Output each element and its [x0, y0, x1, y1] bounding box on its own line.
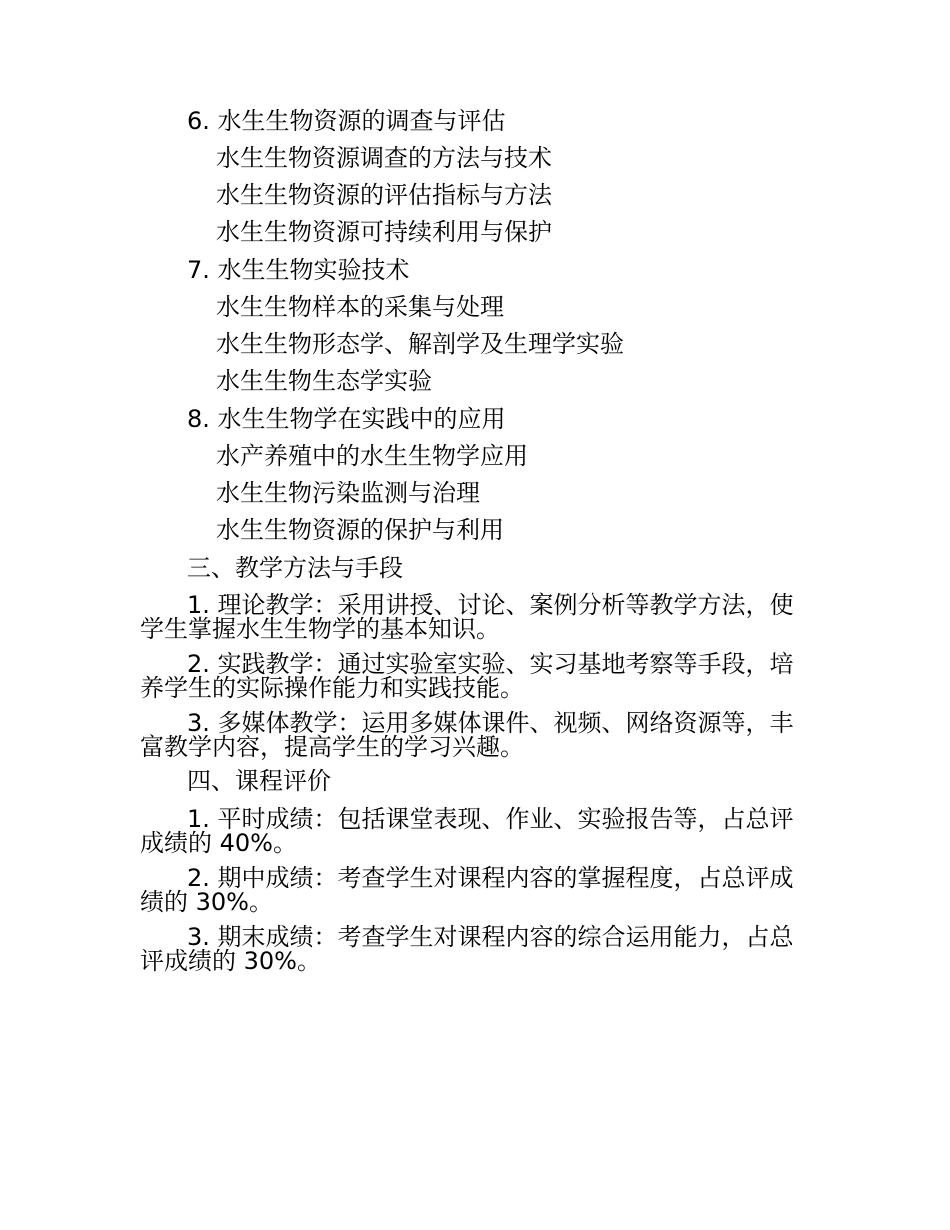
subitem-line: 水生生物资源可持续利用与保护	[216, 218, 552, 246]
paragraph-line: 3. 多媒体教学：运用多媒体课件、视频、网络资源等，丰	[187, 709, 794, 737]
section-heading-7: 7. 水生生物实验技术	[187, 256, 410, 284]
paragraph-line: 2. 期中成绩：考查学生对课程内容的掌握程度，占总评成	[187, 864, 794, 892]
subitem-line: 水生生物污染监测与治理	[216, 479, 480, 507]
paragraph-line: 成绩的 40%。	[140, 829, 297, 857]
paragraph-line: 3. 期末成绩：考查学生对课程内容的综合运用能力，占总	[187, 923, 794, 951]
paragraph-line: 学生掌握水生生物学的基本知识。	[140, 615, 500, 643]
paragraph-line: 1. 平时成绩：包括课堂表现、作业、实验报告等，占总评	[187, 805, 794, 833]
section-heading-6: 6. 水生生物资源的调查与评估	[187, 107, 506, 135]
paragraph-line: 1. 理论教学：采用讲授、讨论、案例分析等教学方法，使	[187, 591, 794, 619]
subitem-line: 水生生物资源的保护与利用	[216, 516, 504, 544]
chapter-heading-course-evaluation: 四、课程评价	[187, 767, 331, 795]
subitem-line: 水生生物形态学、解剖学及生理学实验	[216, 330, 624, 358]
paragraph-line: 2. 实践教学：通过实验室实验、实习基地考察等手段，培	[187, 650, 794, 678]
subitem-line: 水生生物资源调查的方法与技术	[216, 144, 552, 172]
paragraph-line: 绩的 30%。	[140, 888, 273, 916]
subitem-line: 水产养殖中的水生生物学应用	[216, 442, 528, 470]
subitem-line: 水生生物样本的采集与处理	[216, 293, 504, 321]
paragraph-line: 养学生的实际操作能力和实践技能。	[140, 674, 524, 702]
subitem-line: 水生生物资源的评估指标与方法	[216, 181, 552, 209]
paragraph-line: 评成绩的 30%。	[140, 947, 321, 975]
chapter-heading-teaching-methods: 三、教学方法与手段	[187, 554, 403, 582]
subitem-line: 水生生物生态学实验	[216, 367, 432, 395]
paragraph-line: 富教学内容，提高学生的学习兴趣。	[140, 733, 524, 761]
section-heading-8: 8. 水生生物学在实践中的应用	[187, 405, 506, 433]
